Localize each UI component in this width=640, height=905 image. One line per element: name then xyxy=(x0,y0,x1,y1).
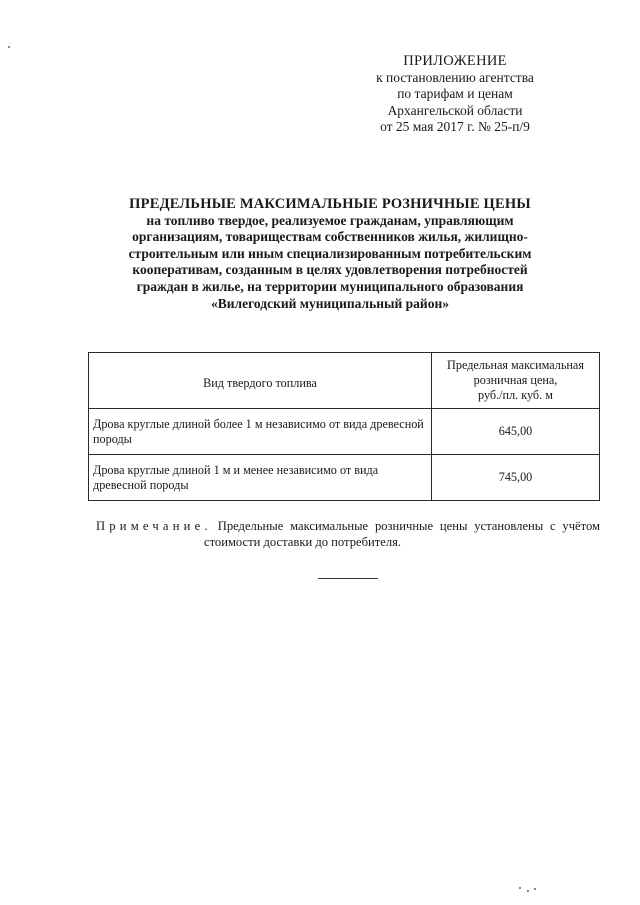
note-text: Предельные максимальные розничные цены установлены с учётом xyxy=(217,519,600,533)
table-row xyxy=(89,455,600,501)
appendix-line: к постановлению агентства xyxy=(376,69,534,85)
table-row xyxy=(89,409,600,455)
appendix-heading: ПРИЛОЖЕНИЕ xyxy=(403,53,507,69)
title-line: «Вилегодский муниципальный район» xyxy=(211,295,449,311)
note-text-continued: стоимости доставки до потребителя. xyxy=(204,535,402,549)
title-main: ПРЕДЕЛЬНЫЕ МАКСИМАЛЬНЫЕ РОЗНИЧНЫЕ ЦЕНЫ xyxy=(129,196,531,212)
header-price-line: Предельная максимальная xyxy=(447,358,584,372)
appendix-date: от 25 мая 2017 г. № 25-п/9 xyxy=(380,119,530,134)
title-line: строительным или иным специализированным потребительским xyxy=(128,245,532,261)
closing-rule xyxy=(318,578,378,579)
title-line: организациям, товариществам собственников жилья, жилищно- xyxy=(132,229,528,245)
appendix-line: Архангельской области xyxy=(387,102,523,118)
document-title xyxy=(80,196,580,312)
appendix-block xyxy=(330,53,580,136)
scan-speck xyxy=(519,887,521,889)
scan-speck xyxy=(527,890,529,892)
note-label: Примечание. xyxy=(96,519,212,533)
price-table xyxy=(88,352,600,501)
header-price-line: розничная цена, xyxy=(473,373,558,387)
scan-speck xyxy=(534,888,536,890)
title-line: кооперативам, созданным в целях удовлетворения потребностей xyxy=(132,262,528,278)
note-block xyxy=(96,518,600,550)
title-line: на топливо твердое, реализуемое гражданам, управляющим xyxy=(146,212,514,228)
price-cell: 745,00 xyxy=(432,455,600,501)
title-line: граждан в жилье, на территории муниципального образования xyxy=(136,278,524,294)
header-fuel-type: Вид твердого топлива xyxy=(89,353,432,409)
header-price xyxy=(432,353,600,409)
header-price-line: руб./пл. куб. м xyxy=(478,388,553,402)
scan-speck xyxy=(8,46,10,48)
fuel-cell: Дрова круглые длиной 1 м и менее независимо от вида древесной породы xyxy=(89,455,432,501)
table-header-row xyxy=(89,353,600,409)
appendix-line: по тарифам и ценам xyxy=(397,86,513,101)
fuel-cell: Дрова круглые длиной более 1 м независимо от вида древесной породы xyxy=(89,409,432,455)
price-cell: 645,00 xyxy=(432,409,600,455)
